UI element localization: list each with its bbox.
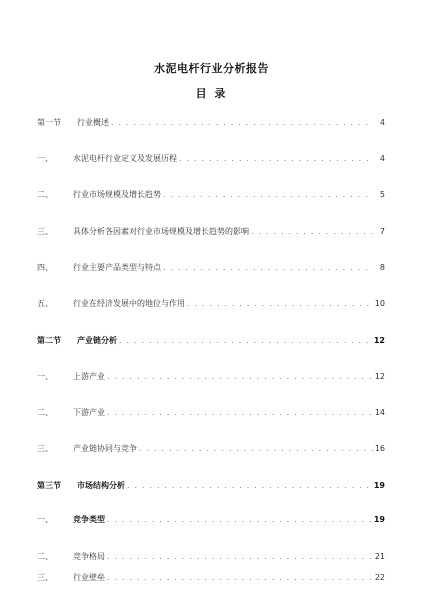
toc-heading: 目 录 bbox=[195, 87, 228, 100]
toc-entry-page: 21 bbox=[374, 552, 385, 561]
dot-leader bbox=[127, 479, 372, 493]
toc-entry-page: 4 bbox=[379, 118, 385, 127]
toc-entry-page: 22 bbox=[374, 573, 385, 582]
toc-entry-number: 三、 bbox=[37, 444, 53, 453]
toc-entry-title: 水泥电杆行业定义及发展历程 bbox=[73, 154, 177, 163]
toc-entry-title: 行业壁垒 bbox=[73, 573, 105, 582]
toc-entry-page: 19 bbox=[373, 515, 385, 524]
toc-entry-page: 5 bbox=[379, 190, 385, 199]
toc-entry-1-2[interactable] bbox=[37, 188, 385, 202]
dot-leader bbox=[139, 442, 373, 456]
toc-entry-page: 4 bbox=[379, 154, 385, 163]
toc-entry-title: 行业市场规模及增长趋势 bbox=[73, 190, 161, 199]
toc-entry-number: 第一节 bbox=[37, 118, 61, 127]
toc-entry-title: 行业在经济发展中的地位与作用 bbox=[73, 299, 185, 308]
toc-entry-title: 产业链协同与竞争 bbox=[73, 444, 137, 453]
dot-leader bbox=[107, 370, 373, 384]
toc-entry-number: 四、 bbox=[37, 263, 53, 272]
toc-entry-number: 一、 bbox=[37, 515, 53, 524]
toc-entry-page: 8 bbox=[379, 263, 385, 272]
toc-entry-number: 第三节 bbox=[37, 481, 61, 490]
toc-entry-2-3[interactable] bbox=[37, 442, 385, 456]
toc-entry-page: 7 bbox=[379, 227, 385, 236]
toc-entry-2-2[interactable] bbox=[37, 406, 385, 420]
toc-entry-number: 一、 bbox=[37, 372, 53, 381]
toc-entry-number: 第二节 bbox=[37, 336, 61, 345]
toc-entry-section-1[interactable] bbox=[37, 116, 385, 130]
dot-leader bbox=[163, 261, 373, 275]
dot-leader bbox=[107, 550, 373, 564]
toc-entry-page: 19 bbox=[373, 481, 385, 490]
toc-entry-page: 12 bbox=[374, 372, 385, 381]
dot-leader bbox=[119, 334, 372, 348]
toc-entry-2-1[interactable] bbox=[37, 370, 385, 384]
toc-entry-number: 二、 bbox=[37, 190, 53, 199]
toc-entry-1-4[interactable] bbox=[37, 261, 385, 275]
toc-entry-3-1[interactable] bbox=[37, 513, 385, 527]
toc-entry-title: 行业主要产品类型与特点 bbox=[73, 263, 161, 272]
toc-entry-number: 二、 bbox=[37, 408, 53, 417]
dot-leader bbox=[187, 297, 373, 311]
dot-leader bbox=[251, 225, 373, 239]
dot-leader bbox=[163, 188, 373, 202]
toc-entry-section-3[interactable] bbox=[37, 479, 385, 493]
document-title: 水泥电杆行业分析报告 bbox=[154, 62, 269, 75]
toc-entry-1-3[interactable] bbox=[37, 225, 385, 239]
toc-entry-title: 竞争格局 bbox=[73, 552, 105, 561]
toc-entry-number: 一、 bbox=[37, 154, 53, 163]
toc-entry-1-5[interactable] bbox=[37, 297, 385, 311]
toc-entry-page: 12 bbox=[373, 336, 385, 345]
toc-entry-1-1[interactable] bbox=[37, 152, 385, 166]
toc-entry-title: 上游产业 bbox=[73, 372, 105, 381]
toc-entry-page: 16 bbox=[374, 444, 385, 453]
dot-leader bbox=[111, 116, 373, 130]
toc-entry-3-2[interactable] bbox=[37, 550, 385, 564]
dot-leader bbox=[107, 406, 373, 420]
dot-leader bbox=[107, 571, 373, 585]
toc-entry-title: 下游产业 bbox=[73, 408, 105, 417]
toc-entry-title: 行业概述 bbox=[77, 118, 109, 127]
dot-leader bbox=[107, 513, 372, 527]
toc-entry-page: 10 bbox=[374, 299, 385, 308]
toc-entry-title: 具体分析各因素对行业市场规模及增长趋势的影响 bbox=[73, 227, 249, 236]
toc-entry-page: 14 bbox=[374, 408, 385, 417]
toc-entry-title: 竞争类型 bbox=[73, 515, 105, 524]
toc-entry-number: 五、 bbox=[37, 299, 53, 308]
toc-entry-title: 产业链分析 bbox=[77, 336, 117, 345]
toc-entry-section-2[interactable] bbox=[37, 334, 385, 348]
toc-entry-title: 市场结构分析 bbox=[77, 481, 125, 490]
toc-entry-number: 三、 bbox=[37, 573, 53, 582]
toc-entry-number: 三、 bbox=[37, 227, 53, 236]
dot-leader bbox=[179, 152, 373, 166]
toc-entry-number: 二、 bbox=[37, 552, 53, 561]
toc-entry-3-3[interactable] bbox=[37, 571, 385, 585]
